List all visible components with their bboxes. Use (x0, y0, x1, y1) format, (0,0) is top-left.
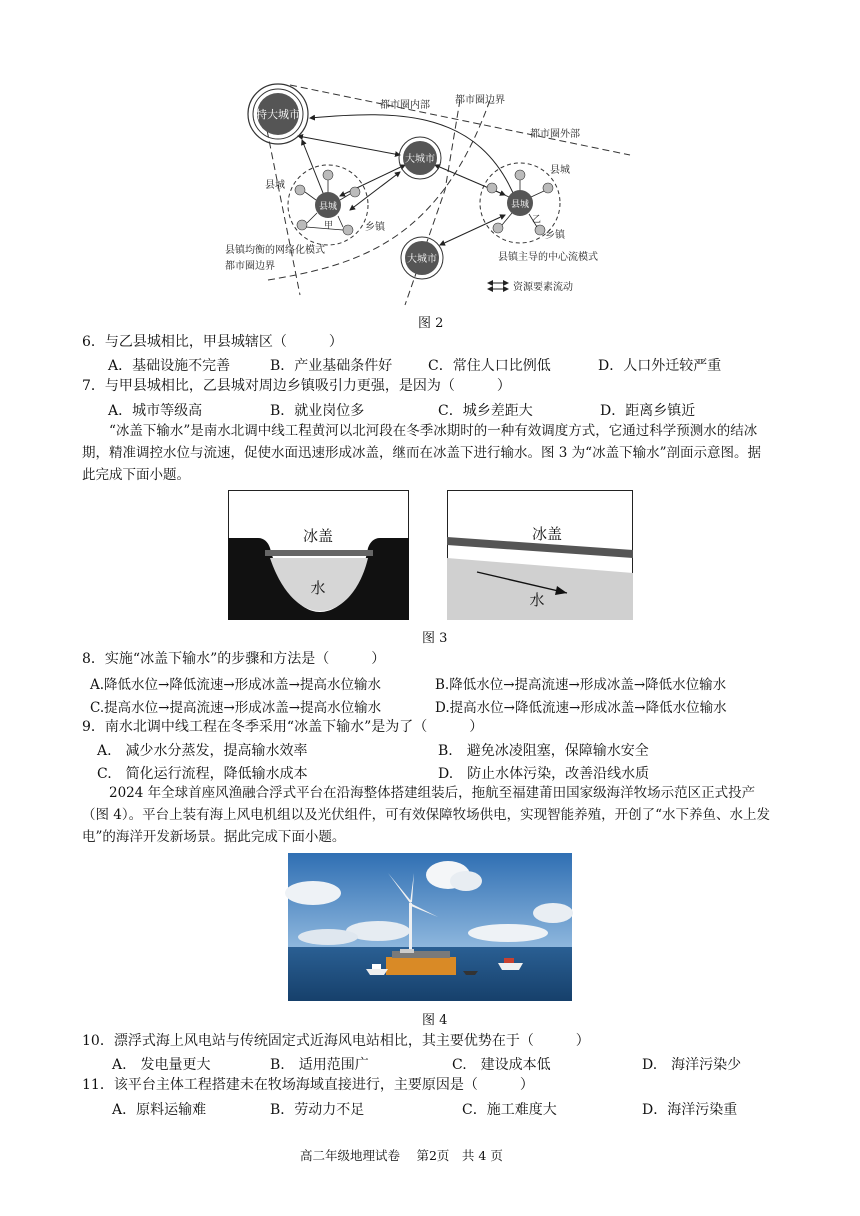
svg-text:县镇均衡的网络化模式: 县镇均衡的网络化模式 (225, 245, 325, 256)
question-11-option-c[interactable]: C．施工难度大 (462, 1102, 557, 1118)
question-10-option-d[interactable]: D. 海洋污染少 (642, 1057, 742, 1073)
question-11-option-b[interactable]: B．劳动力不足 (270, 1102, 365, 1118)
svg-text:冰盖: 冰盖 (531, 525, 563, 543)
question-11-option-d[interactable]: D．海洋污染重 (642, 1102, 738, 1118)
question-7-option-b[interactable]: B．就业岗位多 (270, 403, 365, 419)
question-6-option-d[interactable]: D．人口外迁较严重 (598, 358, 722, 374)
figure-3-caption: 图 3 (422, 631, 448, 646)
question-6-option-a[interactable]: A．基础设施不完善 (108, 358, 231, 374)
question-8-option-a[interactable]: A.降低水位→降低流速→形成冰盖→提高水位输水 (90, 677, 381, 693)
mid-boundary-line (405, 100, 460, 305)
question-8-option-b[interactable]: B.降低水位→提高流速→形成冰盖→降低水位输水 (435, 677, 727, 693)
svg-text:都市圈边界: 都市圈边界 (225, 261, 275, 272)
svg-text:乙: 乙 (532, 215, 542, 225)
page-footer: 高二年级地理试卷 第2页 共 4 页 (300, 1148, 503, 1163)
question-7-option-a[interactable]: A．城市等级高 (108, 403, 203, 419)
question-6-stem: 6．与乙县城相比，甲县城辖区（ ） (82, 334, 343, 350)
svg-text:水: 水 (310, 579, 326, 597)
svg-text:资源要素流动: 资源要素流动 (513, 282, 573, 293)
svg-text:水: 水 (529, 591, 545, 609)
figure-4-caption: 图 4 (422, 1013, 448, 1028)
svg-text:冰盖: 冰盖 (302, 527, 334, 545)
question-10-stem: 10．漂浮式海上风电站与传统固定式近海风电站相比，其主要优势在于（ ） (82, 1033, 590, 1049)
big-city-node-1 (399, 137, 441, 179)
question-6-option-c[interactable]: C．常住人口比例低 (428, 358, 551, 374)
figure-2-diagram (225, 80, 630, 305)
question-10-option-b[interactable]: B. 适用范围广 (270, 1057, 369, 1073)
question-6-option-b[interactable]: B．产业基础条件好 (270, 358, 393, 374)
big-city-node-2 (401, 237, 443, 279)
question-7-option-d[interactable]: D．距离乡镇近 (600, 403, 696, 419)
intro-paragraph-figure-4: 2024 年全球首座风渔融合浮式平台在沿海整体搭建组装后，拖航至福建莆田国家级海洋牧场示范区正式投产（图 4）。平台上装有海上风电机组以及光伏组件，可有效保障牧场供电，实现智能养殖，开创了“水下养鱼、水上发电”的海洋开发新场景。据此完成下面小题。 (82, 785, 771, 845)
svg-text:县城: 县城 (318, 202, 338, 212)
question-9-option-b[interactable]: B. 避免冰凌阻塞，保障输水安全 (438, 743, 649, 759)
svg-text:大城市: 大城市 (405, 154, 435, 165)
question-9-stem: 9．南水北调中线工程在冬季采用“冰盖下输水”是为了（ ） (82, 719, 484, 735)
svg-text:都市圈内部: 都市圈内部 (380, 100, 430, 111)
question-7-stem: 7．与甲县城相比，乙县城对周边乡镇吸引力更强，是因为（ ） (82, 378, 511, 394)
svg-text:都市圈边界: 都市圈边界 (455, 95, 505, 106)
question-7-option-c[interactable]: C．城乡差距大 (438, 403, 533, 419)
question-8-stem: 8．实施“冰盖下输水”的步骤和方法是（ ） (82, 651, 386, 667)
figure-3-right-panel (447, 490, 633, 620)
svg-text:特大城市: 特大城市 (256, 108, 300, 121)
question-9-option-a[interactable]: A. 减少水分蒸发，提高输水效率 (97, 743, 308, 759)
svg-text:乡镇: 乡镇 (545, 230, 565, 241)
intro-paragraph-figure-3: “冰盖下输水”是南水北调中线工程黄河以北河段在冬季冰期时的一种有效调度方式，它通过科学预测水的结冰期，精准调控水位与流速，促使水面迅速形成冰盖，继而在冰盖下进行输水。图 3 为“冰盖下输水”剖面示意图。据此完成下面小题。 (82, 423, 761, 483)
svg-text:县城: 县城 (265, 180, 285, 191)
question-8-option-c[interactable]: C.提高水位→提高流速→形成冰盖→提高水位输水 (90, 700, 382, 716)
question-8-option-d[interactable]: D.提高水位→降低流速→形成冰盖→降低水位输水 (435, 700, 727, 716)
question-11-option-a[interactable]: A．原料运输难 (112, 1102, 207, 1118)
mega-city-node (248, 84, 308, 144)
svg-text:甲: 甲 (324, 221, 334, 231)
question-9-option-d[interactable]: D. 防止水体污染，改善沿线水质 (438, 766, 650, 782)
svg-text:县镇主导的中心流模式: 县镇主导的中心流模式 (498, 252, 598, 263)
question-9-option-c[interactable]: C. 简化运行流程，降低输水成本 (97, 766, 308, 782)
figure-4-photo (288, 853, 572, 1001)
question-10-option-a[interactable]: A. 发电量更大 (112, 1057, 211, 1073)
figure-2-caption: 图 2 (418, 316, 444, 331)
svg-text:县城: 县城 (510, 200, 530, 210)
figure-3-left-panel (228, 490, 409, 620)
svg-text:都市圈外部: 都市圈外部 (530, 129, 580, 140)
svg-text:乡镇: 乡镇 (365, 222, 385, 233)
svg-text:县城: 县城 (550, 165, 570, 176)
question-10-option-c[interactable]: C. 建设成本低 (452, 1057, 551, 1073)
svg-text:大城市: 大城市 (407, 254, 437, 265)
question-11-stem: 11．该平台主体工程搭建未在牧场海域直接进行，主要原因是（ ） (82, 1077, 534, 1093)
